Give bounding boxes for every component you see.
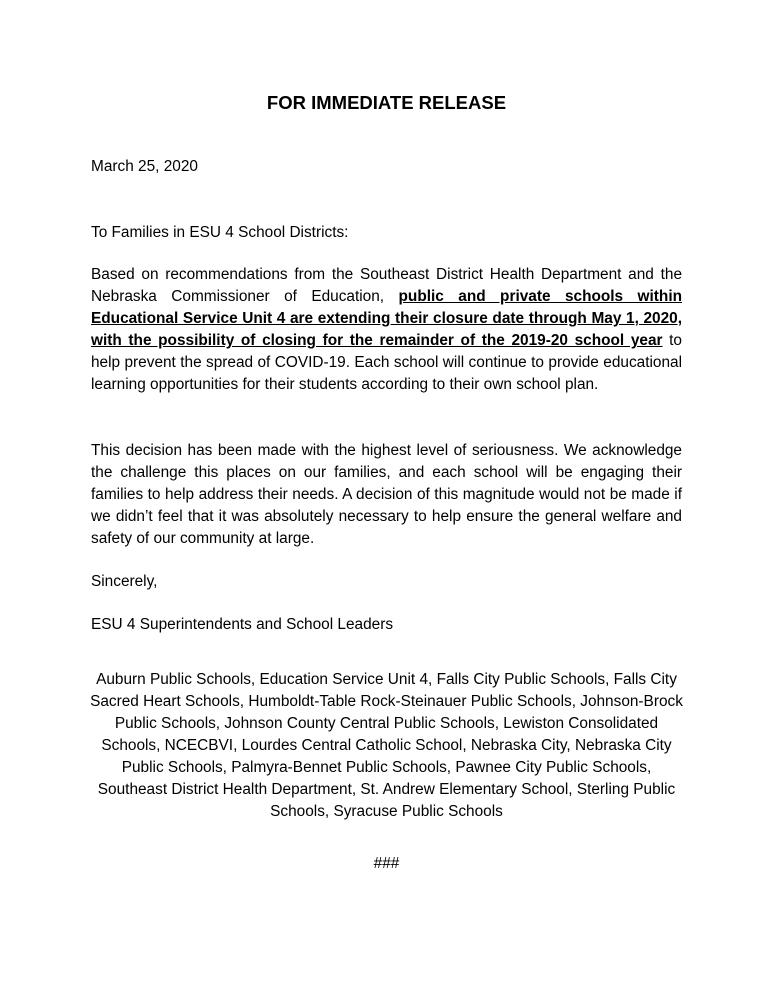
closure-emphasis-text: public and private schools within Educational Service Unit 4 are extending their closure date through May 1, 2020, with the possibility of closing for the remainder of the 2019-20 school year [91,288,682,349]
paragraph-closure-announcement [91,264,682,396]
release-date: March 25, 2020 [91,158,198,175]
participating-schools-list: Auburn Public Schools, Education Service Unit 4, Falls City Public Schools, Falls City Sacred Heart Schools, Humboldt-Table Rock-Steinauer Public Schools, Johnson-Brock Public Schools, Johnson County Central Public Schools, Lewiston Consolidated Schools, NCECBVI, Lourdes Central Catholic School, Nebraska City, Nebraska City Public Schools, Palmyra-Bennet Public Schools, Pawnee City Public Schools, Southeast District Health Department, St. Andrew Elementary School, Sterling Public Schools, Syracuse Public Schools [90,671,683,820]
end-mark: ### [373,855,400,872]
document-title: FOR IMMEDIATE RELEASE [266,92,507,113]
signer: ESU 4 Superintendents and School Leaders [91,616,394,633]
paragraph-lead-text: Based on recommendations from the Southeast District Health Department and the Nebraska Commissioner of Education, [91,266,682,305]
paragraph-decision-rationale: This decision has been made with the highest level of seriousness. We acknowledge the challenge this places on our families, and each school will be engaging their families to help address their needs. A decision of this magnitude would not be made if we didn’t feel that it was absolutely necessary to help ensure the general welfare and safety of our community at large. [91,442,682,547]
closing: Sincerely, [91,573,158,590]
paragraph-tail-text: to help prevent the spread of COVID-19. Each school will continue to provide educational learning opportunities for their students according to their own school plan. [91,332,682,393]
salutation: To Families in ESU 4 School Districts: [91,224,349,241]
